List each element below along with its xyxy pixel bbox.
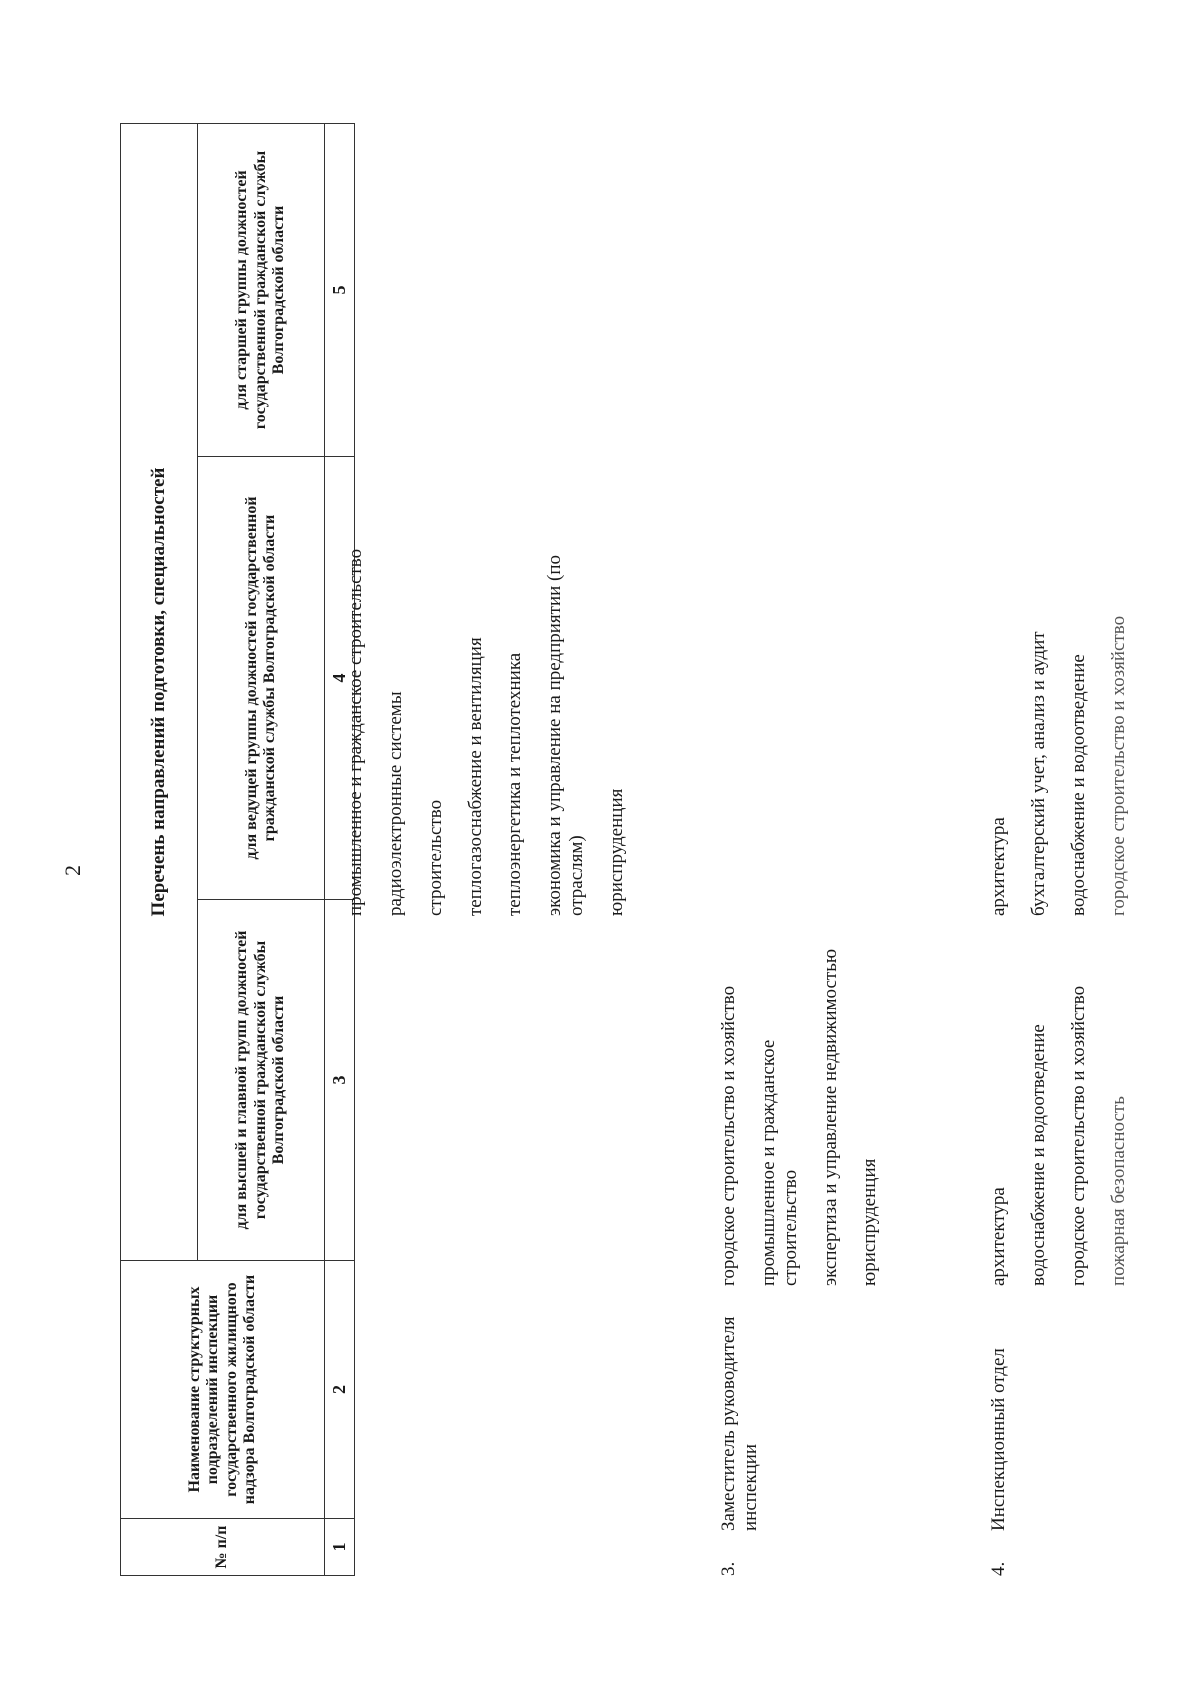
header-col3: для высшей и главной групп должностей государственной гражданской службы Волгоградской области bbox=[198, 900, 325, 1261]
row-4-col4 bbox=[988, 516, 1147, 916]
list-item: городское строительство и хозяйство bbox=[1067, 985, 1089, 1286]
list-item: водоснабжение и водоотведение bbox=[1027, 1024, 1049, 1286]
list-item: теплогазоснабжение и вентиляция bbox=[464, 637, 486, 916]
list-item: экспертиза и управление недвижимостью bbox=[819, 948, 841, 1286]
header-group-title: Перечень направлений подготовки, специальностей bbox=[121, 124, 198, 1261]
list-item: радиоэлектронные системы bbox=[384, 691, 406, 916]
col-number-4: 4 bbox=[325, 457, 355, 900]
header-col1: № п/п bbox=[121, 1519, 325, 1576]
row-4-col3 bbox=[988, 926, 1147, 1286]
list-item: городское строительство и хозяйство bbox=[718, 985, 739, 1286]
list-item: пожарная безопасность bbox=[1107, 1096, 1129, 1286]
header-col2: Наименование структурных подразделений инспекции государственного жилищного надзора Волгоградской области bbox=[121, 1261, 325, 1519]
row-4-number: 4. bbox=[988, 1561, 1009, 1576]
row-4-name: Инспекционный отдел bbox=[988, 1348, 1009, 1531]
list-item: промышленное и гражданское строительство bbox=[757, 1039, 801, 1286]
col-number-5: 5 bbox=[325, 124, 355, 457]
list-item: юриспруденция bbox=[859, 1158, 881, 1286]
page-number: 2 bbox=[60, 865, 85, 876]
list-item: архитектура bbox=[988, 817, 1009, 916]
col-number-2: 2 bbox=[325, 1261, 355, 1519]
list-item: экономика и управление на предприятии (по отраслям) bbox=[544, 554, 588, 916]
list-item: городское строительство и хозяйство bbox=[1107, 615, 1129, 916]
continuation-col4 bbox=[345, 516, 646, 916]
col-number-1: 1 bbox=[325, 1519, 355, 1576]
row-3-col3 bbox=[718, 926, 899, 1286]
list-item: юриспруденция bbox=[605, 788, 627, 916]
list-item: строительство bbox=[424, 799, 446, 916]
header-col5: для старшей группы должностей государственной гражданской службы Волгоградской области bbox=[198, 124, 325, 457]
list-item: теплоэнергетика и теплотехника bbox=[504, 652, 526, 916]
list-item: водоснабжение и водоотведение bbox=[1067, 654, 1089, 916]
list-item: бухгалтерский учет, анализ и аудит bbox=[1027, 631, 1049, 916]
row-3-name: Заместитель руководителя инспекции bbox=[718, 1316, 761, 1531]
col-number-3: 3 bbox=[325, 900, 355, 1261]
header-col4: для ведущей группы должностей государственной гражданской службы Волгоградской области bbox=[198, 457, 325, 900]
list-item: архитектура bbox=[988, 1187, 1009, 1286]
header-table bbox=[120, 123, 355, 1576]
row-3-number: 3. bbox=[718, 1561, 739, 1576]
list-item: промышленное и гражданское строительство bbox=[345, 548, 366, 916]
